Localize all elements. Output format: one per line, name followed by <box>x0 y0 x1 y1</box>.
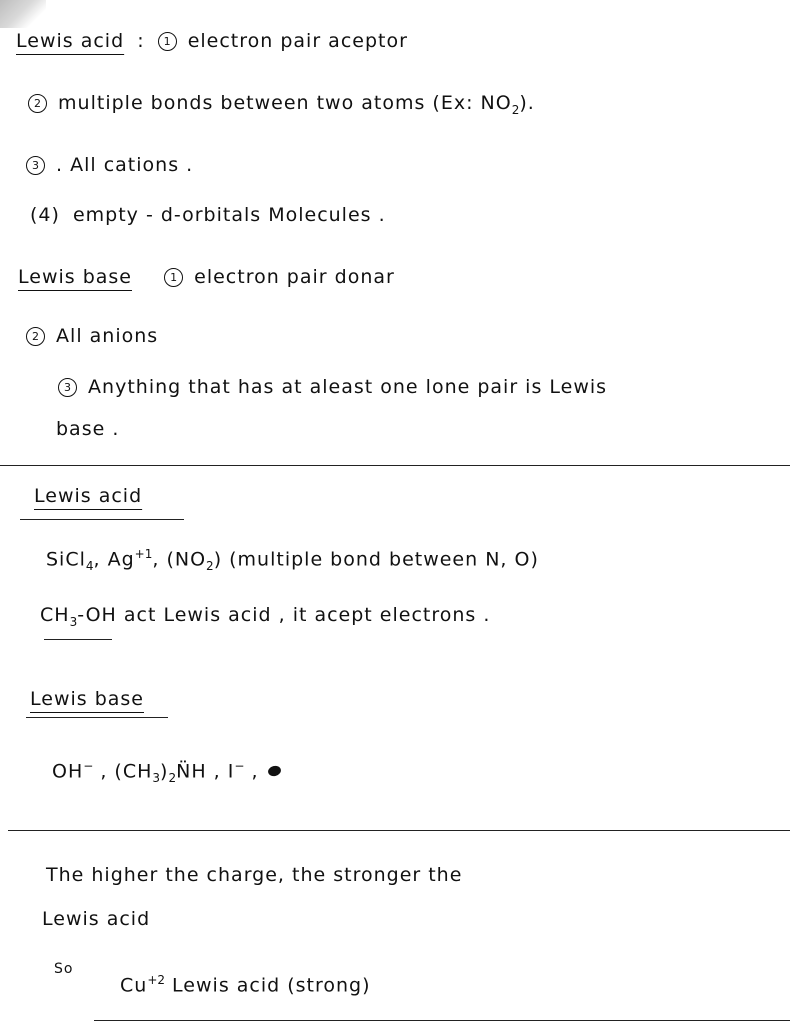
heading-underline <box>20 519 184 520</box>
copper-charge: +2 <box>147 973 166 987</box>
ag-charge: +1 <box>134 547 153 561</box>
base-item-3-line <box>58 378 607 397</box>
acid-item-3-line <box>26 156 193 175</box>
acid-examples-heading: Lewis acid <box>34 485 143 507</box>
lewis-base-heading: Lewis base <box>18 266 132 288</box>
copper-note: Lewis acid (strong) <box>165 974 371 997</box>
item-marker: 2 <box>28 94 47 113</box>
hydroxide-charge: − <box>83 759 94 773</box>
ch3oh-note: -OH act Lewis acid , it acept electrons . <box>77 604 491 626</box>
lewis-acid-definition-line <box>16 32 408 51</box>
page-corner-shadow <box>0 0 46 28</box>
iodide-charge: − <box>234 759 245 773</box>
bottom-rule <box>94 1020 790 1021</box>
item-marker: 3 <box>58 378 77 397</box>
acid-examples-line <box>46 548 539 572</box>
acid-item-2-tail: ). <box>519 92 535 114</box>
base-item-3-continuation: base . <box>56 418 120 440</box>
acid-item-1: electron pair aceptor <box>187 30 408 52</box>
item-marker: 2 <box>26 327 45 346</box>
sicl4: SiCl <box>46 548 86 571</box>
rule-statement-line-1: The higher the charge, the stronger the <box>46 864 463 886</box>
acid-item-4-line <box>30 206 386 225</box>
ch3: CH <box>40 604 70 626</box>
acid-item-2: multiple bonds between two atoms (Ex: NO <box>58 92 512 114</box>
hydroxide: OH <box>52 760 84 783</box>
item-marker: (4) <box>30 204 60 226</box>
scribbled-out-mark <box>266 764 284 778</box>
lewis-base-definition-line <box>18 268 395 287</box>
colon: : <box>137 30 145 52</box>
dimethylamine: , (CH <box>93 760 153 783</box>
acid-examples-heading-line <box>34 487 142 506</box>
count-subscript: 2 <box>168 771 177 786</box>
ch3oh-line <box>40 606 490 628</box>
acid-item-4: empty - d-orbitals Molecules . <box>72 204 386 226</box>
paren-close: ) <box>160 760 169 783</box>
base-examples-line <box>52 760 284 784</box>
copper: Cu <box>120 974 148 997</box>
base-item-3: Anything that has at aleast one lone pair is Lewis <box>88 376 608 398</box>
item-marker: 3 <box>26 156 45 175</box>
base-item-2: All anions <box>56 325 159 347</box>
ch3-subscript: 3 <box>69 614 78 629</box>
heading-underline <box>26 717 168 718</box>
section-divider <box>0 465 790 466</box>
rule-statement-line-2: Lewis acid <box>42 908 151 930</box>
sicl4-subscript: 4 <box>85 559 94 574</box>
so-label: So <box>54 961 74 977</box>
ch3-subscript: 3 <box>152 771 161 786</box>
section-divider <box>8 830 790 831</box>
acid-item-2-line <box>28 94 535 116</box>
nh-and-iodide: N̈H , I <box>176 760 235 783</box>
base-examples-heading-line <box>30 690 144 709</box>
ag-ion: , Ag <box>93 548 135 571</box>
separator: , <box>244 760 266 783</box>
cu-example-line <box>120 974 371 995</box>
lewis-acid-heading: Lewis acid <box>16 30 125 52</box>
multiple-bond-note: ) (multiple bond between N, O) <box>213 548 539 571</box>
base-item-1: electron pair donar <box>194 266 395 288</box>
acid-item-3: . All cations . <box>56 154 194 176</box>
item-marker: 1 <box>164 268 183 287</box>
base-item-2-line <box>26 327 158 346</box>
ch3oh-underline <box>44 639 112 640</box>
no2-subscript: 2 <box>511 102 520 117</box>
item-marker: 1 <box>158 32 177 51</box>
no2: , (NO <box>152 548 207 571</box>
no2-subscript: 2 <box>206 559 214 574</box>
base-examples-heading: Lewis base <box>30 688 144 710</box>
